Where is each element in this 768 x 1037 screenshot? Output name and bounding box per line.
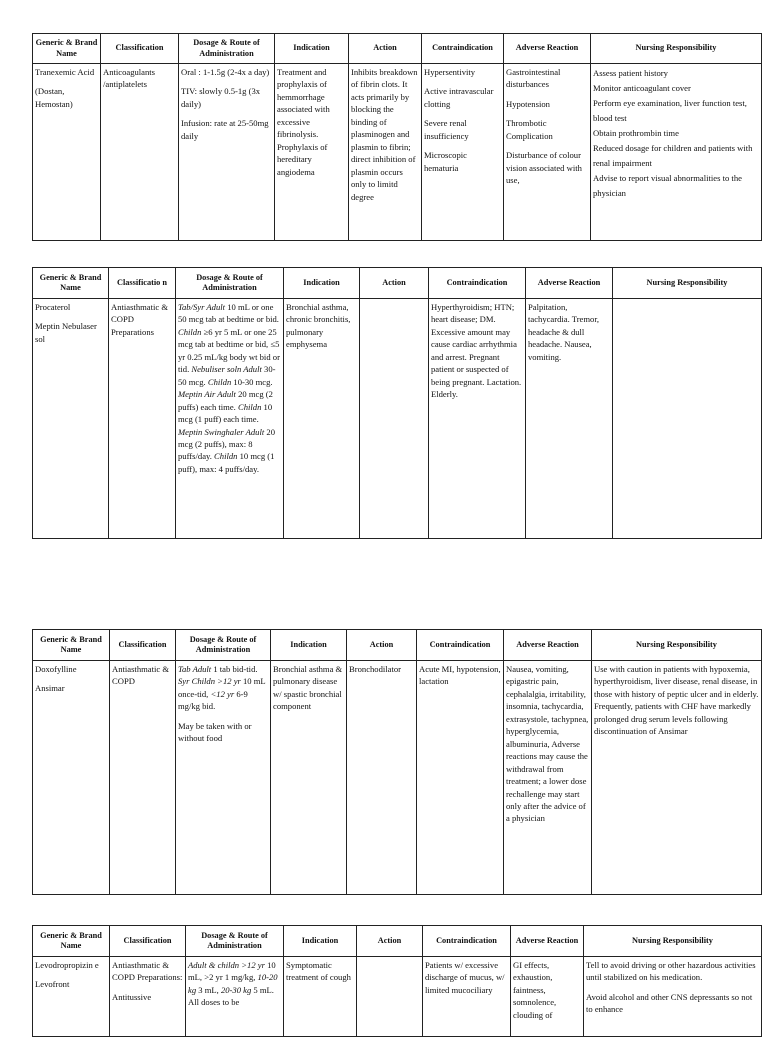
adverse-item: Gastrointestinal disturbances [506,67,563,90]
cell-action [357,957,423,1037]
cell-classification: Antiasthmatic & COPD [110,661,176,895]
header-contraindication: Contraindication [429,268,526,299]
dosage-text: Tab Adult [178,664,212,674]
header-adverse-reaction: Adverse Reaction [504,34,591,64]
header-adverse-reaction: Adverse Reaction [504,630,592,661]
cell-dosage-route [176,299,284,539]
header-nursing-responsibility: Nursing Responsibility [592,630,762,661]
header-action: Action [360,268,429,299]
cell-nursing-responsibility [591,64,762,241]
generic-name: Tranexemic Acid [35,67,95,77]
header-nursing-responsibility: Nursing Responsibility [584,926,762,957]
cell-adverse-reaction: GI effects, exhaustion, faintness, somnolence, clouding of [511,957,584,1037]
cell-generic-brand [33,957,110,1037]
dosage-text: 10 mL or one 50 mcg tab at bedtime or bid. [178,302,279,325]
header-indication: Indication [284,926,357,957]
adverse-item: Disturbance of colour vision associated with use, [506,150,585,186]
dosage-text: 1 tab bid-tid. [211,664,260,674]
cell-dosage-route [186,957,284,1037]
header-generic-brand: Generic & Brand Name [33,630,110,661]
dosage-text: Childn [214,451,238,462]
generic-name: Procaterol [35,302,71,312]
cell-contraindication: Patients w/ excessive discharge of mucus, w/ limited mucociliary [423,957,511,1037]
header-adverse-reaction: Adverse Reaction [511,926,584,957]
header-dosage-route: Dosage & Route of Administration [176,630,271,661]
header-generic-brand: Generic & Brand Name [33,926,110,957]
header-dosage-route: Dosage & Route of Administration [186,926,284,957]
table-row [33,957,762,1037]
cell-dosage-route [179,64,275,241]
cell-contraindication: Hyperthyroidism; HTN; heart disease; DM. Excessive amount may cause cardiac arrhythmia and arrest. Pregnant patient or suspected of being pregnant. Lactation. Elderly. [429,299,526,539]
table-row [33,64,762,241]
brand-names: (Dostan, Hemostan) [35,86,73,109]
dosage-text [178,663,268,713]
cell-indication: Symptomatic treatment of cough [284,957,357,1037]
dosage-note: May be taken with or without food [178,720,254,744]
header-indication: Indication [271,630,347,661]
nursing-item: Assess patient history [593,68,668,78]
contraindication-item: Hypersentivity [424,67,476,77]
brand-names: Levofront [35,979,70,990]
adverse-item: Hypotension [506,98,550,109]
drug-table-levodropropizine [32,925,762,1037]
header-action: Action [357,926,423,957]
nursing-item: Avoid alcohol and other CNS depressants so not to enhance [586,991,755,1015]
dosage-text: Childn [237,401,262,412]
dosage-text: 3 mL, [196,984,221,995]
cell-generic-brand [33,64,101,241]
cell-action: Bronchodilator [347,661,417,895]
dosage-text: Syr Childn >12 yr [178,676,241,687]
nursing-item: Monitor anticoagulant cover [593,83,691,94]
dosage-text: 10 mL, >2 yr 1 mg/kg, [188,960,276,983]
table-row [33,661,762,895]
dosage-text: 10 mcg (1 puff) each time. [178,401,273,425]
nursing-item: Perform eye examination, liver function test, blood test [593,98,750,124]
dosage-oral: Oral : 1-1.5g (2-4x a day) [181,67,270,77]
table-header-row [33,926,762,957]
header-generic-brand: Generic & Brand Name [33,34,101,64]
dosage-text: ≥6 yr 5 mL or one 25 mcg tab at bedtime or bid, ≤5 yr 0.25 mL/kg body wt bid or tid. [178,326,280,375]
cell-classification: Antiasthmatic & COPD Preparations [109,299,176,539]
adverse-item: Thrombotic Complication [506,118,553,141]
cell-nursing-responsibility [613,299,762,539]
brand-names: Ansimar [35,683,65,694]
cell-adverse-reaction: Palpitation, tachycardia. Tremor, headache & dull headache. Nausea, vomiting. [526,299,613,539]
generic-name: Doxofylline [35,664,77,674]
cell-dosage-route [176,661,271,895]
nursing-item: Tell to avoid driving or other hazardous activities until stabilized on his medication. [586,960,758,983]
header-generic-brand: Generic & Brand Name [33,268,109,299]
cell-indication: Bronchial asthma, chronic bronchitis, pulmonary emphysema [284,299,360,539]
header-dosage-route: Dosage & Route of Administration [176,268,284,299]
header-classification: Classification [101,34,179,64]
cell-generic-brand [33,661,110,895]
header-indication: Indication [284,268,360,299]
brand-names: Meptin Nebulaser sol [35,321,99,344]
cell-adverse-reaction: Nausea, vomiting, epigastric pain, cephalalgia, irritability, insomnia, tachycardia, extrasystole, tachypnea, hyperglycemia, albuminuria, Adverse reactions may cause the withdrawal from treatment; a lower dose rechallenge may start only after the advice of a physician [504,661,592,895]
cell-contraindication: Acute MI, hypotension, lactation [417,661,504,895]
dosage-text: Adult & childn >12 yr [188,960,265,970]
cell-generic-brand [33,299,109,539]
header-action: Action [347,630,417,661]
contraindication-item: Active intravascular clotting [424,86,496,109]
header-indication: Indication [275,34,349,64]
header-classification: Classification [110,926,186,957]
cell-contraindication [422,64,504,241]
dosage-iv: TIV: slowly 0.5-1g (3x daily) [181,86,263,109]
dosage-text: Meptin Swinghaler Adult [178,426,265,437]
nursing-item: Reduced dosage for children and patients with renal impairment [593,143,755,169]
table-row [33,299,762,539]
dosage-text: 6-9 mg/kg bid. [178,688,250,712]
header-nursing-responsibility: Nursing Responsibility [613,268,762,299]
generic-name: Levodropropizin e [35,960,99,970]
header-contraindication: Contraindication [423,926,511,957]
dosage-infusion: Infusion: rate at 25-50mg daily [181,118,271,141]
cell-nursing-responsibility [584,957,762,1037]
dosage-text: Meptin Air Adult [178,389,236,400]
dosage-text: Nebuliser soln Adult [191,364,262,375]
header-classification: Classification [110,630,176,661]
header-adverse-reaction: Adverse Reaction [526,268,613,299]
cell-classification [110,957,186,1037]
classification-text: Antiasthmatic & COPD Preparations: [112,960,183,983]
header-action: Action [349,34,422,64]
nursing-item: Obtain prothrombin time [593,128,679,139]
dosage-text: 10-30 mcg. [231,376,273,387]
dosage-text: 30-50 mcg. [178,364,276,387]
drug-table-tranexemic-acid [32,33,762,241]
dosage-text: 10 mcg (1 puff), max: 4 puffs/day. [178,451,275,474]
header-contraindication: Contraindication [417,630,504,661]
dosage-text: Childn [178,326,202,337]
table-header-row [33,34,762,64]
header-classification: Classificatio n [109,268,176,299]
dosage-text: 10 mL once-tid, [178,676,268,699]
cell-classification: Anticoagulants /antiplatelets [101,64,179,241]
cell-nursing-responsibility: Use with caution in patients with hypoxemia, hyperthyroidism, liver disease, renal disease, in those with history of peptic ulcer and in elderly. Frequently, patients with CHF have markedly prolonged drug serum levels following discontinuation of Ansimar [592,661,762,895]
header-nursing-responsibility: Nursing Responsibility [591,34,762,64]
dosage-text: 20-30 kg [220,984,252,995]
dosage-text: 20 mcg (2 puffs) each time. [178,389,273,412]
contraindication-item: Microscopic hematuria [424,150,470,173]
drug-table-procaterol [32,267,762,539]
cell-indication: Bronchial asthma & pulmonary disease w/ spastic bronchial component [271,661,347,895]
cell-action [360,299,429,539]
drug-table-doxofylline [32,629,762,895]
nursing-item: Advise to report visual abnormalities to the physician [593,173,745,199]
dosage-text: 5 mL. All doses to be [188,984,274,1008]
dosage-text: <12 yr [210,688,235,699]
cell-action: Inhibits breakdown of fibrin clots. It acts primarily by blocking the binding of plasminogen and plasmin to fibrin; direct inhibition of plasmin occurs only to limitd degree [349,64,422,241]
table-header-row [33,630,762,661]
header-dosage-route: Dosage & Route of Administration [179,34,275,64]
dosage-text: 20 mcg (2 puffs), max: 8 puffs/day. [178,426,276,462]
dosage-text: 10-20 kg [188,972,278,995]
cell-indication: Treatment and prophylaxis of hemmorrhage associated with excessive fibrinolysis. Prophylaxis of hereditary angiodema [275,64,349,241]
classification-text: Antitussive [112,991,152,1002]
cell-adverse-reaction [504,64,591,241]
table-header-row [33,268,762,299]
dosage-text: Tab/Syr Adult [178,302,226,312]
header-contraindication: Contraindication [422,34,504,64]
contraindication-item: Severe renal insufficiency [424,118,469,141]
dosage-text: Childn [207,376,232,387]
